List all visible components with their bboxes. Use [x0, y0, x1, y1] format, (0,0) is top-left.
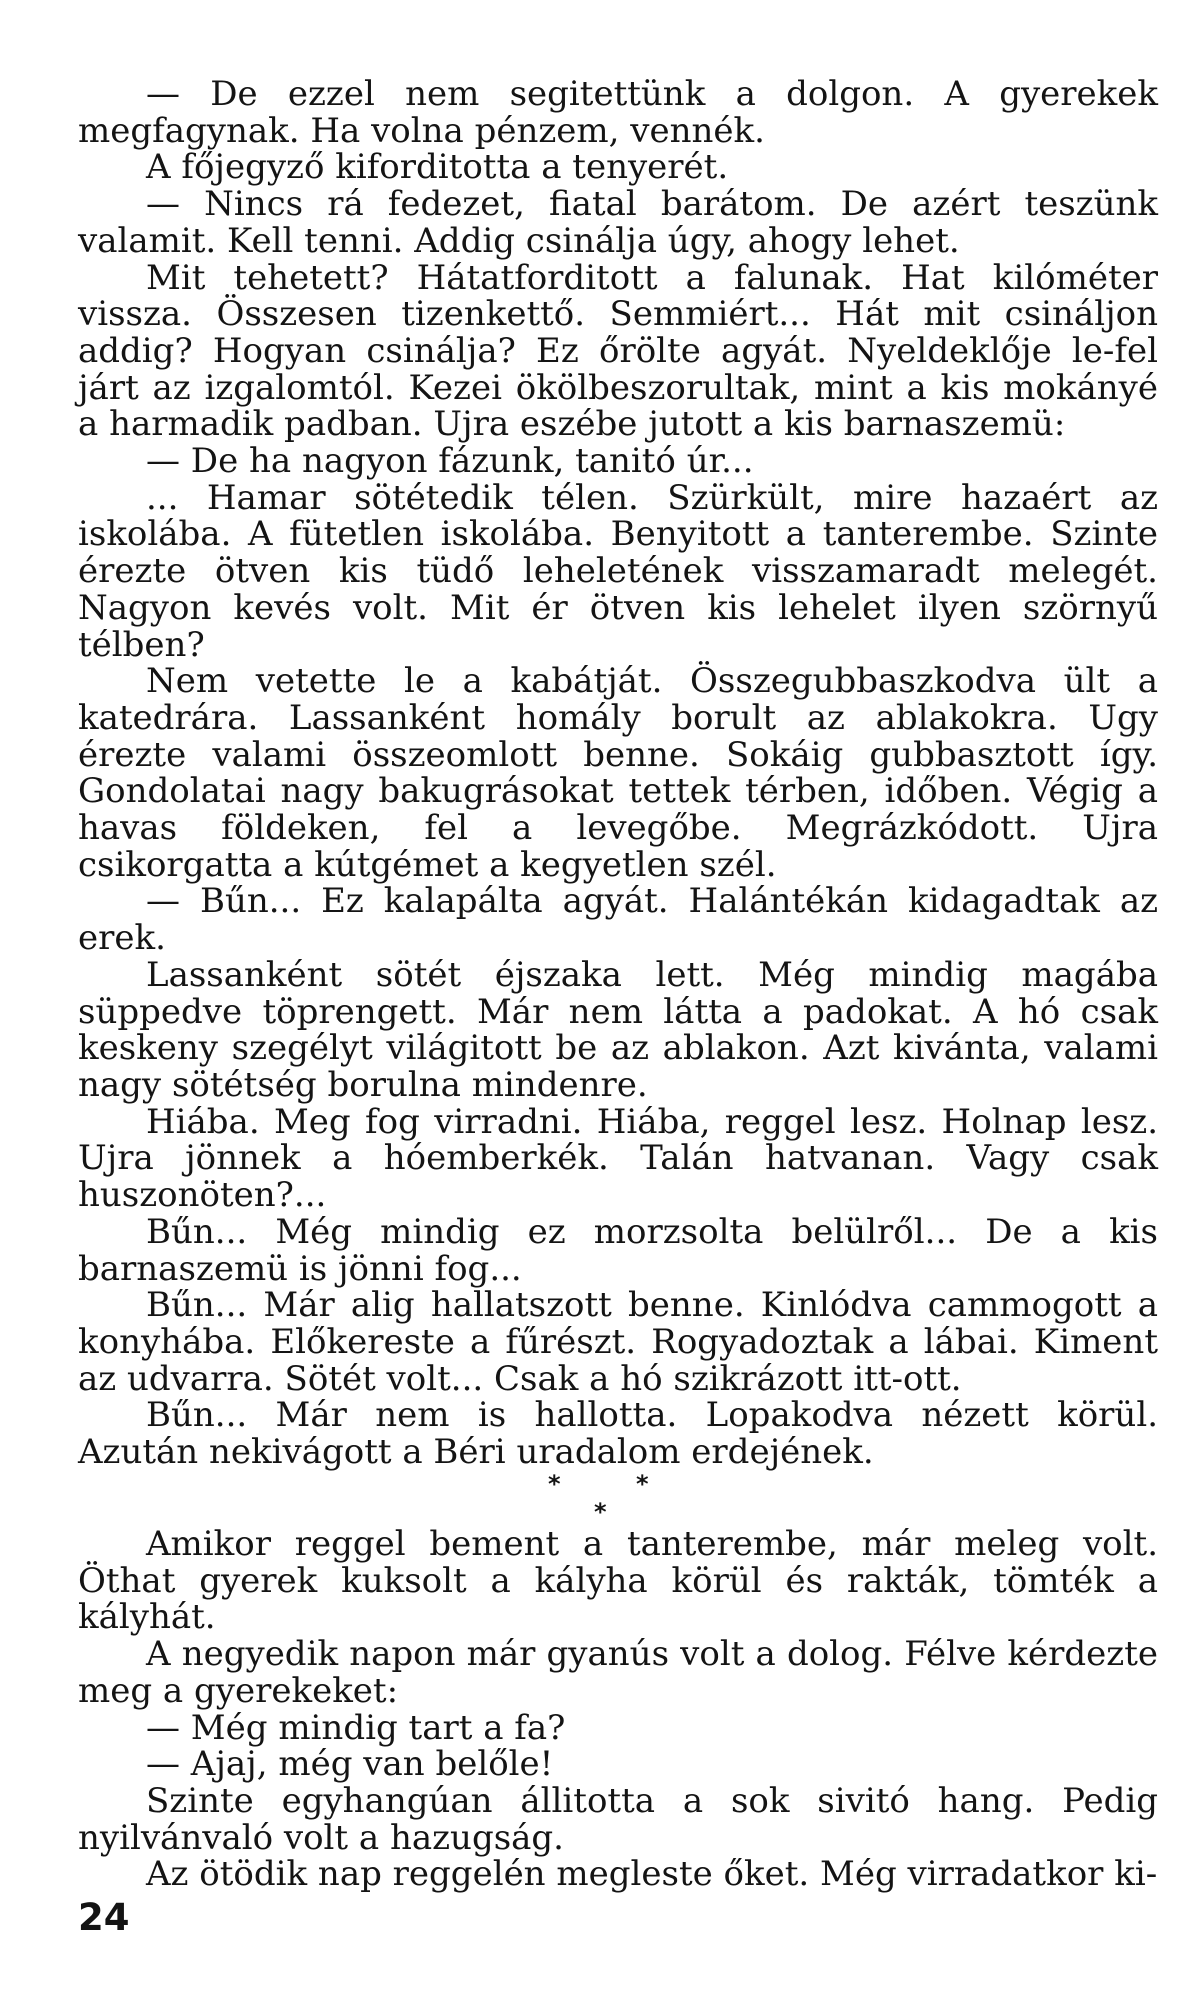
main-text-block — [78, 76, 1158, 1471]
continuation-text-block — [78, 1526, 1158, 1893]
asterisk: * — [548, 1470, 561, 1498]
paragraph: — De ezzel nem segitettünk a dolgon. A gyerekek megfagynak. Ha volna pénzem, vennék. — [78, 74, 1158, 151]
paragraph: — Még mindig tart a fa? — [146, 1707, 566, 1748]
paragraph: ... Hamar sötétedik télen. Szürkült, mire hazaért az iskolába. A fütetlen iskolába. Benyitott a tanterembe. Szinte érezte ötven kis tüdő leheletének visszamaradt melegét. Nagyon kevés volt. Mit ér ötven kis lehelet ilyen szörnyű télben? — [78, 477, 1158, 665]
paragraph: — Nincs rá fedezet, fiatal barátom. De azért teszünk valamit. Kell tenni. Addig csinálja úgy, ahogy lehet. — [78, 184, 1158, 261]
page-number: 24 — [78, 1896, 130, 1939]
paragraph: — Bűn... Ez kalapálta agyát. Halántékán kidagadtak az erek. — [78, 881, 1158, 959]
paragraph: Bűn... Már nem is hallotta. Lopakodva nézett körül. Azután nekivágott a Béri uradalom erdejének. — [78, 1395, 1158, 1473]
asterisk: * — [636, 1470, 649, 1498]
section-break-asterism — [540, 1470, 690, 1530]
paragraph: Nem vetette le a kabátját. Összegubbaszkodva ült a katedrára. Lassanként homály borult az ablakokra. Ugy érezte valami összeomlott benne. Sokáig gubbasztott így. Gondolatai nagy bakugrásokat tettek térben, időben. Végig a havas földeken, fel a levegőbe. Megrázkódott. Ujra csikorgatta a kútgémet a kegyetlen szél. — [78, 661, 1158, 885]
asterisk: * — [594, 1498, 607, 1526]
paragraph: A főjegyző kiforditotta a tenyerét. — [146, 147, 729, 188]
paragraph: Szinte egyhangúan állitotta a sok sivitó hang. Pedig nyilvánvaló volt a hazugság. — [78, 1780, 1158, 1858]
paragraph: Bűn... Már alig hallatszott benne. Kinlódva cammogott a konyhába. Előkereste a fűrészt. Rogyadoztak a lábai. Kiment az udvarra. Sötét volt... Csak a hó szikrázott itt-ott. — [78, 1285, 1158, 1399]
paragraph: Amikor reggel bement a tanterembe, már meleg volt. Öthat gyerek kuksolt a kályha körül és rakták, tömték a kályhát. — [78, 1524, 1158, 1638]
paragraph: A negyedik napon már gyanús volt a dolog. Félve kérdezte meg a gyerekeket: — [78, 1634, 1158, 1711]
paragraph: Hiába. Meg fog virradni. Hiába, reggel lesz. Holnap lesz. Ujra jönnek a hóemberkék. Talán hatvanan. Vagy csak huszonöten?... — [78, 1101, 1158, 1216]
paragraph: Az ötödik nap reggelén megleste őket. Még virradatkor ki- — [146, 1854, 1158, 1895]
paragraph: Lassanként sötét éjszaka lett. Még mindig magába süppedve töprengett. Már nem látta a padokat. A hó csak keskeny szegélyt világitott be az ablakon. Azt kivánta, valami nagy sötétség borulna mindenre. — [78, 954, 1158, 1105]
paragraph: Mit tehetett? Hátatforditott a falunak. Hat kilóméter vissza. Összesen tizenkettő. Semmiért... Hát mit csináljon addig? Hogyan csinálja? Ez őrölte agyát. Nyeldeklője le-fel járt az izgalomtól. Kezei ökölbeszorultak, mint a kis mokányé a harmadik padban. Ujra eszébe jutott a kis barnaszemü: — [78, 257, 1158, 445]
paragraph: Bűn... Még mindig ez morzsolta belülről... De a kis barnaszemü is jönni fog... — [78, 1211, 1158, 1289]
paragraph: — Ajaj, még van belőle! — [146, 1744, 554, 1785]
paragraph: — De ha nagyon fázunk, tanitó úr... — [146, 441, 754, 482]
